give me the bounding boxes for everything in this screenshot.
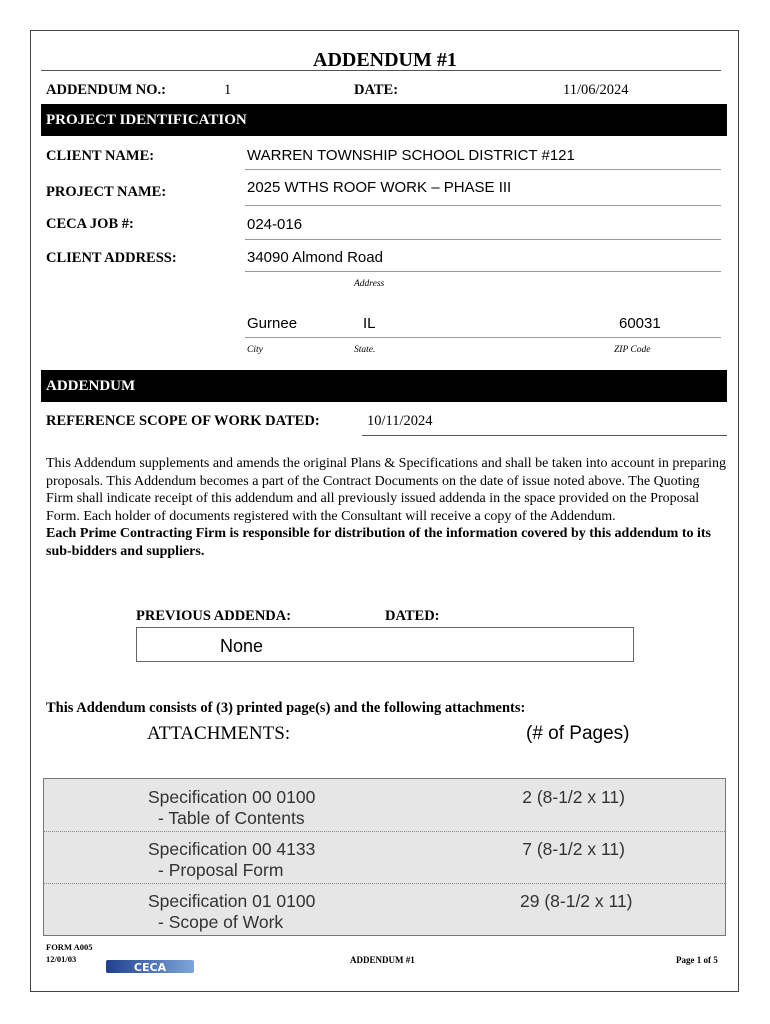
reference-date: 10/11/2024 xyxy=(367,413,433,429)
project-name-rule xyxy=(245,205,721,206)
previous-addenda-box xyxy=(136,627,634,662)
form-date: 12/01/03 xyxy=(46,954,77,964)
project-identification-title: PROJECT IDENTIFICATION xyxy=(46,112,247,128)
city-caption: City xyxy=(247,345,263,355)
footer-center: ADDENDUM #1 xyxy=(350,955,415,965)
attachments-heading: ATTACHMENTS: xyxy=(147,723,291,744)
address-rule xyxy=(245,271,721,272)
previous-addenda-value: None xyxy=(220,636,264,656)
dated-label: DATED: xyxy=(385,608,440,624)
addendum-paragraph: This Addendum supplements and amends the original Plans & Specifications and shall be taken into account in preparing proposals. This Addendum becomes a part of the Contract Documents on the date of issue noted above. The Quoting Firm shall indicate receipt of this addendum and all previously issued addenda in the space provided on the Proposal Form. Each holder of documents registered with the Consultant will receive a copy of the Addendum. xyxy=(46,456,727,524)
addendum-section-title: ADDENDUM xyxy=(46,378,136,394)
state-caption: State. xyxy=(354,345,376,355)
address-caption: Address xyxy=(354,279,385,289)
attachment-description: - Proposal Form xyxy=(158,860,284,880)
project-name-value: 2025 WTHS ROOF WORK – PHASE III xyxy=(247,179,512,196)
reference-rule xyxy=(362,435,727,436)
attachment-name: Specification 00 4133 xyxy=(148,839,316,859)
date-label: DATE: xyxy=(354,82,399,98)
client-address-label: CLIENT ADDRESS: xyxy=(46,250,177,266)
form-id: FORM A005 xyxy=(46,942,93,952)
city-state-zip-rule xyxy=(245,337,721,338)
addendum-no-value: 1 xyxy=(224,82,232,98)
address-value: 34090 Almond Road xyxy=(247,249,383,266)
previous-addenda-label: PREVIOUS ADDENDA: xyxy=(136,608,292,624)
zip-value: 60031 xyxy=(619,315,661,332)
consists-of-text: This Addendum consists of (3) printed page(s) and the following attachments: xyxy=(46,700,526,716)
job-number-value: 024-016 xyxy=(247,216,303,233)
attachment-pages: 29 (8-1/2 x 11) xyxy=(520,891,633,911)
reference-label: REFERENCE SCOPE OF WORK DATED: xyxy=(46,413,320,429)
state-value: IL xyxy=(363,315,376,332)
attachment-name: Specification 01 0100 xyxy=(148,891,316,911)
row-separator xyxy=(44,883,725,884)
client-name-label: CLIENT NAME: xyxy=(46,148,155,164)
attachment-name: Specification 00 0100 xyxy=(148,787,316,807)
client-name-value: WARREN TOWNSHIP SCHOOL DISTRICT #121 xyxy=(247,147,575,164)
project-name-label: PROJECT NAME: xyxy=(46,184,167,200)
page-title: ADDENDUM #1 xyxy=(313,49,457,71)
attachment-description: - Table of Contents xyxy=(158,808,305,828)
row-separator xyxy=(44,831,725,832)
addendum-bar xyxy=(41,370,727,402)
city-value: Gurnee xyxy=(247,315,298,332)
attachment-pages: 2 (8-1/2 x 11) xyxy=(522,787,625,807)
company-logo-graphic xyxy=(106,957,194,975)
project-identification-bar xyxy=(41,104,727,136)
job-number-rule xyxy=(245,239,721,240)
footer-page: Page 1 of 5 xyxy=(676,955,718,965)
attachments-table xyxy=(43,778,726,936)
client-name-rule xyxy=(245,169,721,170)
pages-heading: (# of Pages) xyxy=(526,723,630,744)
addendum-bold-paragraph: Each Prime Contracting Firm is responsible for distribution of the information covered by this addendum to its sub-bidders and suppliers. xyxy=(46,526,711,559)
job-number-label: CECA JOB #: xyxy=(46,216,134,232)
attachment-description: - Scope of Work xyxy=(158,912,284,932)
title-rule xyxy=(41,70,721,71)
addendum-body xyxy=(46,455,728,561)
zip-caption: ZIP Code xyxy=(614,345,651,355)
company-logo-text: CECA xyxy=(133,961,167,974)
company-logo xyxy=(106,957,194,975)
attachment-pages: 7 (8-1/2 x 11) xyxy=(522,839,625,859)
date-value: 11/06/2024 xyxy=(563,82,629,98)
addendum-no-label: ADDENDUM NO.: xyxy=(46,82,167,98)
